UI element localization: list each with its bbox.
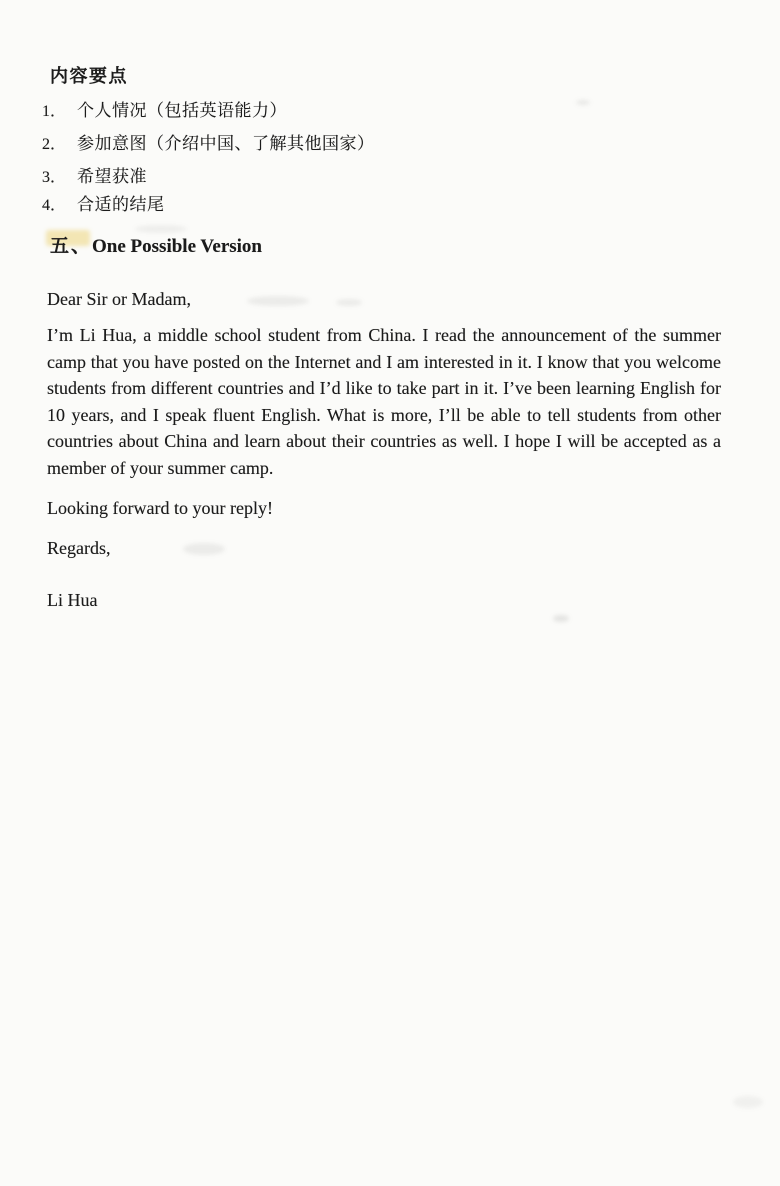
letter-salutation: Dear Sir or Madam,	[47, 289, 191, 309]
scan-smudge	[553, 615, 569, 622]
item-text: 个人情况（包括英语能力）	[77, 101, 287, 120]
scan-smudge	[336, 299, 362, 306]
item-text: 合适的结尾	[77, 195, 165, 214]
item-text: 希望获准	[77, 167, 147, 186]
scan-smudge	[576, 100, 590, 105]
letter-body-paragraph: I’m Li Hua, a middle school student from China. I read the announcement of the summer camp that you have posted on the Internet and I am interested in it. I know that you welcome students from different countries and I’d like to take part in it. I’ve been learning English for 10 years, and I speak fluent English. What is more, I’ll be able to tell students from other countries about China and learn about their countries as well. I hope I will be accepted as a member of your summer camp.	[47, 325, 721, 478]
content-point-item	[42, 129, 375, 154]
letter-signature: Li Hua	[47, 590, 98, 610]
scan-smudge	[183, 543, 225, 555]
content-point-item	[42, 96, 287, 121]
section-title: One Possible Version	[92, 236, 262, 257]
content-point-item	[42, 162, 147, 187]
section-number: 五、	[50, 236, 93, 257]
letter-regards: Regards,	[47, 538, 111, 558]
scan-smudge	[733, 1096, 763, 1108]
item-number: 4．	[42, 197, 67, 214]
answer-section-heading	[50, 231, 262, 258]
scan-smudge	[247, 296, 309, 306]
content-points-heading: 内容要点	[50, 66, 128, 86]
item-number: 2．	[42, 136, 67, 153]
content-point-item	[42, 190, 165, 215]
item-number: 1．	[42, 103, 67, 120]
item-text: 参加意图（介绍中国、了解其他国家）	[77, 134, 375, 153]
letter-closing: Looking forward to your reply!	[47, 498, 273, 518]
item-number: 3．	[42, 169, 67, 186]
